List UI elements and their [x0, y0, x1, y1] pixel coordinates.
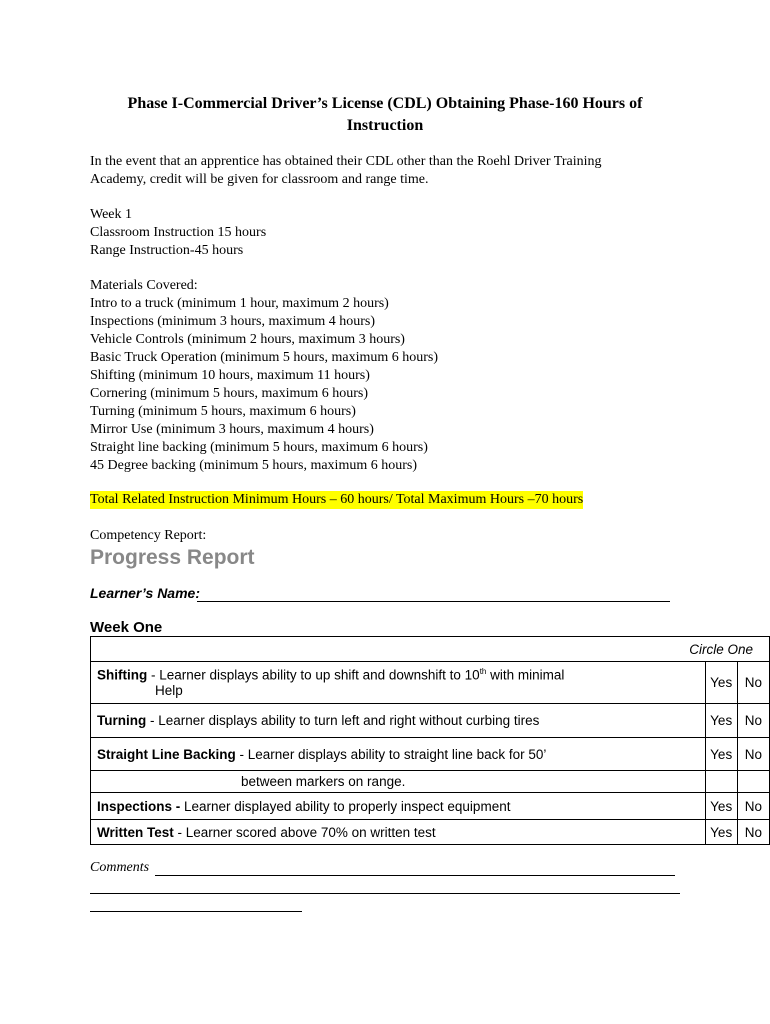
skill-text: - Learner displays ability to turn left and right without curbing tires — [146, 713, 540, 728]
skill-text: with minimal — [486, 667, 565, 683]
materials-item: Cornering (minimum 5 hours, maximum 6 hours) — [90, 386, 369, 401]
skill-text: - Learner displays ability to up shift and downshift to 10 — [147, 667, 480, 683]
table-row — [91, 662, 770, 704]
learner-name-field[interactable] — [197, 601, 670, 602]
no-option[interactable]: No — [737, 793, 769, 820]
week-block — [90, 206, 690, 260]
range-hours: Range Instruction-45 hours — [90, 243, 244, 258]
table-row — [91, 771, 770, 793]
skill-text: - Learner displays ability to straight line back for 50’ — [235, 746, 547, 762]
yes-option[interactable]: Yes — [705, 662, 737, 704]
table-row — [91, 738, 770, 771]
competency-label: Competency Report: — [90, 528, 207, 543]
superscript: th — [479, 667, 487, 677]
yes-option[interactable]: Yes — [705, 820, 737, 845]
skill-name: Turning — [97, 713, 147, 728]
materials-heading: Materials Covered: — [90, 278, 198, 293]
materials-list — [90, 277, 690, 475]
comments-line[interactable] — [90, 893, 680, 894]
straight-line-backing-description — [91, 738, 706, 771]
materials-item: Shifting (minimum 10 hours, maximum 11 hours) — [90, 368, 370, 383]
document-title: Phase I-Commercial Driver’s License (CDL) Obtaining Phase-160 Hours of Instruction — [127, 95, 643, 134]
materials-item: Intro to a truck (minimum 1 hour, maximum 2 hours) — [90, 296, 389, 311]
skill-name: Written Test — [97, 824, 174, 840]
comments-label: Comments — [90, 860, 150, 875]
yes-option[interactable]: Yes — [705, 704, 737, 738]
inspections-description — [91, 793, 706, 820]
skill-name: Straight Line Backing — [97, 746, 236, 762]
materials-item: Inspections (minimum 3 hours, maximum 4 hours) — [90, 314, 376, 329]
skill-name: Inspections - — [97, 798, 185, 814]
skill-name: Shifting — [97, 667, 148, 683]
skill-text: - Learner scored above 70% on written test — [173, 824, 436, 840]
backing-description-continued: between markers on range. — [91, 771, 706, 793]
no-option[interactable]: No — [737, 738, 769, 771]
shifting-description — [91, 662, 706, 704]
circle-one-label: Circle One — [91, 637, 770, 662]
intro-line: Academy, credit will be given for classroom and range time. — [90, 172, 429, 187]
no-option[interactable]: No — [737, 662, 769, 704]
no-option[interactable]: No — [737, 704, 769, 738]
intro-line: In the event that an apprentice has obtained their CDL other than the Roehl Driver Training — [90, 154, 602, 169]
materials-item: 45 Degree backing (minimum 5 hours, maximum 6 hours) — [90, 458, 417, 473]
materials-item: Straight line backing (minimum 5 hours, maximum 6 hours) — [90, 440, 428, 455]
week-heading: Week 1 — [90, 207, 133, 222]
skill-text: Learner displayed ability to properly inspect equipment — [184, 798, 511, 814]
no-option[interactable]: No — [737, 820, 769, 845]
week-one-heading: Week One — [90, 619, 163, 636]
circle-one-row — [91, 637, 770, 662]
yes-option[interactable]: Yes — [705, 738, 737, 771]
intro-paragraph — [90, 153, 690, 189]
skill-text-continued: Help — [155, 682, 183, 698]
competency-table — [90, 636, 770, 845]
empty-cell — [705, 771, 737, 793]
table-row — [91, 793, 770, 820]
learner-name-label: Learner’s Name: — [90, 585, 200, 601]
turning-description — [91, 704, 706, 738]
classroom-hours: Classroom Instruction 15 hours — [90, 225, 267, 240]
progress-report-title: Progress Report — [90, 546, 255, 569]
empty-cell — [737, 771, 769, 793]
written-test-description — [91, 820, 706, 845]
yes-option[interactable]: Yes — [705, 793, 737, 820]
total-hours-highlight: Total Related Instruction Minimum Hours – 60 hours/ Total Maximum Hours –70 hours — [90, 492, 584, 507]
materials-item: Mirror Use (minimum 3 hours, maximum 4 hours) — [90, 422, 374, 437]
materials-item: Vehicle Controls (minimum 2 hours, maximum 3 hours) — [90, 332, 405, 347]
table-row — [91, 820, 770, 845]
comments-line[interactable] — [90, 911, 302, 912]
table-row — [91, 704, 770, 738]
materials-item: Basic Truck Operation (minimum 5 hours, maximum 6 hours) — [90, 350, 439, 365]
comments-line[interactable] — [155, 875, 675, 876]
materials-item: Turning (minimum 5 hours, maximum 6 hours) — [90, 404, 356, 419]
